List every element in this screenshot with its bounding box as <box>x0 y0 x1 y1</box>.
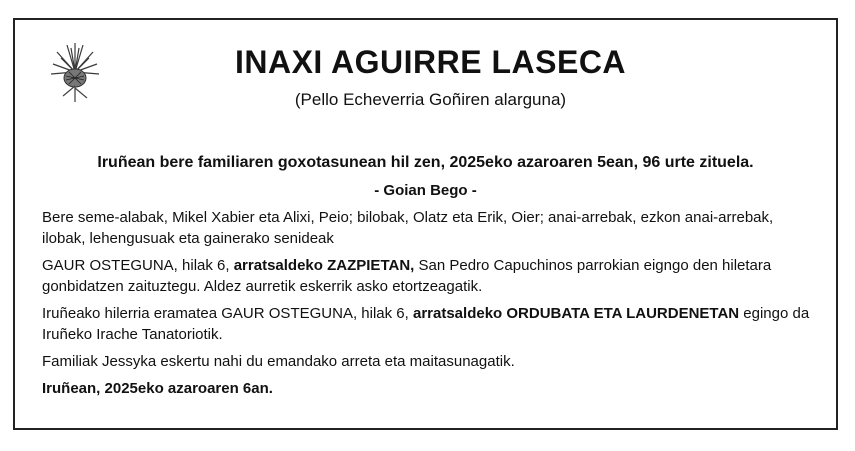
funeral-place: San Pedro Capuchinos parrokian eigngo den hiletara gonbidatzen zaituztegu. Aldez aurretik eskerrik asko etortzeagatik. <box>42 257 772 295</box>
goian-bego: - Goian Bego - <box>374 182 477 199</box>
funeral-info <box>42 255 818 297</box>
place-date-text: Iruñean, 2025eko azaroaren 6an. <box>42 380 273 397</box>
funeral-date: GAUR OSTEGUNA, hilak 6, <box>42 257 234 274</box>
funeral-time: arratsaldeko ZAZPIETAN, <box>233 257 415 274</box>
obituary-body <box>42 207 818 405</box>
death-announcement: Iruñean bere familiaren goxotasunean hil zen, 2025eko azaroaren 5ean, 96 urte zituela. <box>97 154 754 171</box>
obituary-frame <box>13 18 838 430</box>
widow-of: (Pello Echeverria Goñiren alarguna) <box>294 90 567 109</box>
transfer-place: egingo da Iruñeko Irache Tanatoriotik. <box>42 305 810 343</box>
transfer-info <box>42 303 818 345</box>
family-members: Bere seme-alabak, Mikel Xabier eta Alixi, Peio; bilobak, Olatz eta Erik, Oier; anai-arrebak, ezkon anai-arrebak, ilobak, lehengusuak eta gainerako senideak <box>42 209 774 247</box>
deceased-name: INAXI AGUIRRE LASECA <box>234 44 627 80</box>
transfer-time: arratsaldeko ORDUBATA ETA LAURDENETAN <box>412 305 740 322</box>
thanks-note: Familiak Jessyka eskertu nahi du emandako arreta eta maitasunagatik. <box>42 353 515 370</box>
place-date <box>42 378 818 399</box>
transfer-date: Iruñeako hilerria eramatea GAUR OSTEGUNA, hilak 6, <box>42 305 413 322</box>
